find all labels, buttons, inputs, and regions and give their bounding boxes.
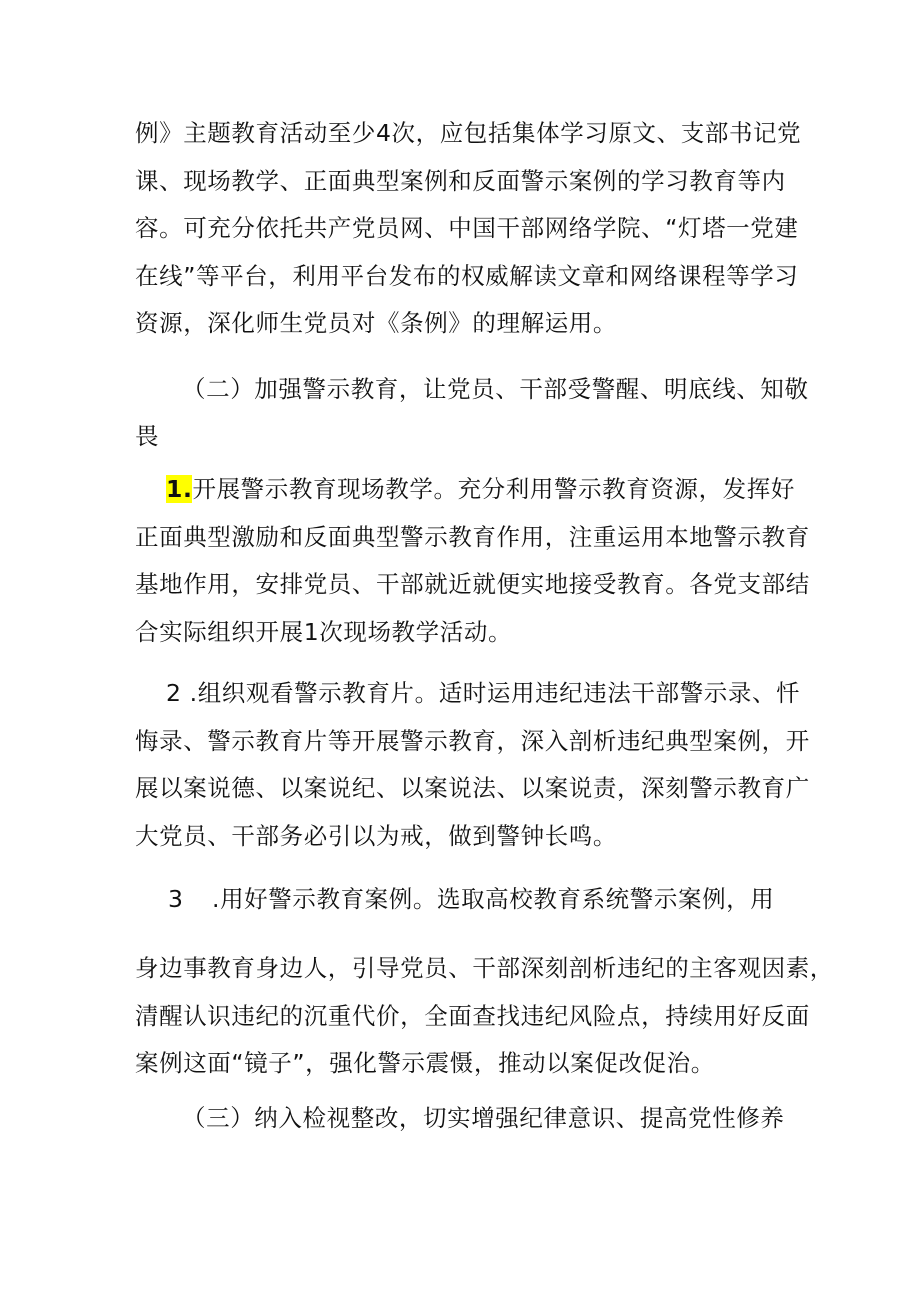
paragraph-line: 大党员、干部务必引以为戒，做到警钟长鸣。 [135,822,617,850]
paragraph-line: 展以案说德、以案说纪、以案说法、以案说责，深刻警示教育广 [135,774,810,802]
list-item-1-first-line [166,473,796,505]
paragraph-line: 身边事教育身边人，引导党员、干部深刻剖析违纪的主客观因素， [135,954,834,982]
paragraph-line: 在线”等平台，利用平台发布的权威解读文章和网络课程等学习 [135,262,799,290]
paragraph-line: 案例这面“镜子”，强化警示震慑，推动以案促改促治。 [135,1049,715,1077]
list-item-3-number: 3 [168,885,184,913]
section-heading-2: （二）加强警示教育，让党员、干部受警醒、明底线、知敬 [182,375,809,403]
section-heading-2-continued: 畏 [135,422,160,450]
paragraph-line: 基地作用，安排党员、干部就近就便实地接受教育。各党支部结 [135,570,810,598]
paragraph-line: 资源，深化师生党员对《条例》的理解运用。 [135,309,617,337]
paragraph-line: 悔录、警示教育片等开展警示教育，深入剖析违纪典型案例，开 [135,727,810,755]
paragraph-line: 正面典型激励和反面典型警示教育作用，注重运用本地警示教育 [135,523,810,551]
list-item-1-text: 开展警示教育现场教学。充分利用警示教育资源，发挥好 [192,475,795,503]
paragraph-line: 清醒认识违纪的沉重代价，全面查找违纪风险点，持续用好反面 [135,1002,810,1030]
section-heading-3: （三）纳入检视整改，切实增强纪律意识、提高党性修养 [182,1104,785,1132]
list-item-2-first-line: 2 .组织观看警示教育片。适时运用违纪违法干部警示录、忏 [166,679,801,707]
paragraph-line: 合实际组织开展1次现场教学活动。 [135,618,513,646]
paragraph-line: 容。可充分依托共产党员网、中国干部网络学院、“灯塔一党建 [135,214,799,242]
paragraph-line: 例》主题教育活动至少4次，应包括集体学习原文、支部书记党 [135,119,802,147]
list-item-3-first-line: .用好警示教育案例。选取高校教育系统警示案例，用 [212,885,775,913]
highlighted-number: 1. [166,475,193,503]
paragraph-line: 课、现场教学、正面典型案例和反面警示案例的学习教育等内 [135,167,786,195]
